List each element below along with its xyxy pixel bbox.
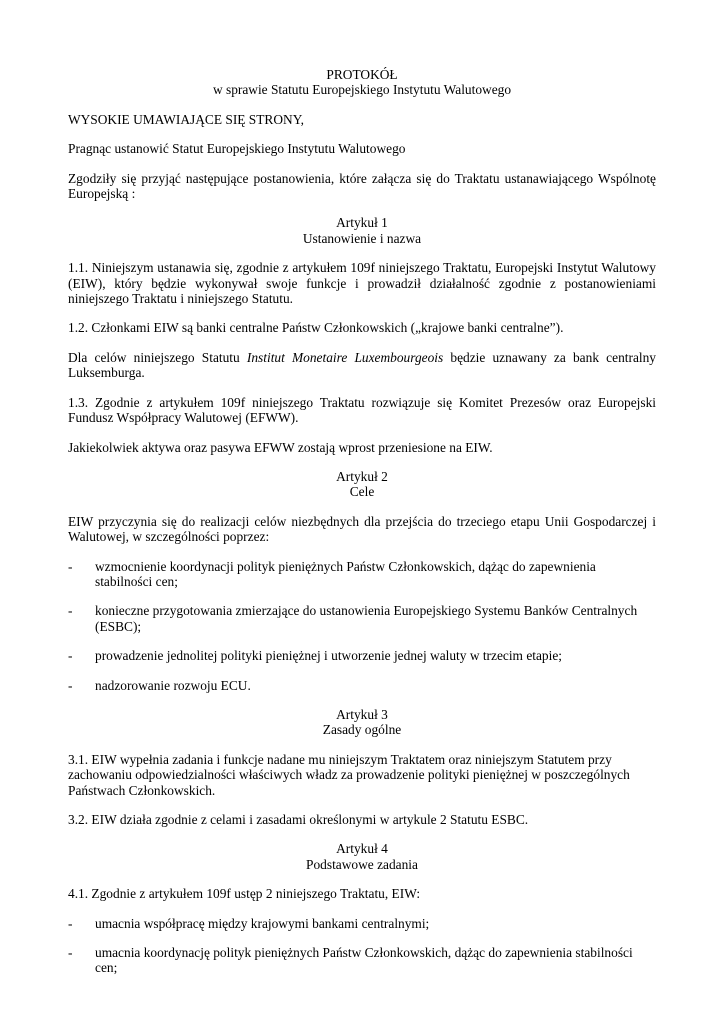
article-2-heading [68, 469, 656, 500]
list-item-text: umacnia współpracę między krajowymi bankami centralnymi; [95, 915, 430, 931]
list-item [68, 916, 656, 931]
article-1-paragraph-1: 1.1. Niniejszym ustanawia się, zgodnie z artykułem 109f niniejszego Traktatu, Europejski Instytut Walutowy (EIW), który będzie wykonywał swoje funkcje i prowadził działalność zgodnie z postanowieniami niniejszego Traktatu i niniejszego Statutu. [68, 260, 656, 307]
article-3-paragraph-1: 3.1. EIW wypełnia zadania i funkcje nadane mu niniejszym Traktatem oraz niniejszym Statutem przy zachowaniu odpowiedzialności właściwych władz za prowadzenie polityki pieniężnej w poszczególnych Państwach Członkowskich. [68, 751, 630, 798]
list-dash: - [68, 558, 73, 574]
protocol-title: PROTOKÓŁ [326, 67, 398, 82]
article-1-paragraph-3-end: będzie uznawany za bank centralny Luksemburga. [68, 349, 656, 381]
document-page [68, 67, 656, 976]
article-3-number: Artykuł 3 [336, 706, 388, 722]
list-item [68, 559, 656, 590]
article-1-paragraph-2: 1.2. Członkami EIW są banki centralne Państw Członkowskich („krajowe banki centralne”). [68, 320, 564, 336]
article-2-paragraph-1: EIW przyczynia się do realizacji celów niezbędnych dla przejścia do trzeciego etapu Unii Gospodarczej i Walutowej, w szczególności poprzez: [68, 513, 656, 545]
list-dash: - [68, 915, 73, 931]
article-1-heading [68, 215, 656, 246]
list-item [68, 945, 656, 976]
article-1-paragraph-3-start: Dla celów niniejszego Statutu [68, 349, 247, 365]
article-1-paragraph-4: 1.3. Zgodnie z artykułem 109f niniejszego Traktatu rozwiązuje się Komitet Prezesów oraz Europejski Fundusz Współpracy Walutowej (EFWW). [68, 394, 656, 426]
article-3-title: Zasady ogólne [322, 722, 402, 738]
article-4-title: Podstawowe zadania [306, 856, 418, 872]
desiring-line: Pragnąc ustanowić Statut Europejskiego Instytutu Walutowego [68, 141, 406, 157]
article-2-number: Artykuł 2 [336, 468, 388, 484]
article-4-heading [68, 841, 656, 872]
article-1-number: Artykuł 1 [336, 215, 388, 231]
list-item-text: prowadzenie jednolitej polityki pieniężnej i utworzenie jednej waluty w trzecim etapie; [95, 648, 563, 664]
luxembourg-institute-name: Institut Monetaire Luxembourgeois [246, 349, 444, 365]
list-dash: - [68, 603, 73, 619]
list-item-text: umacnia koordynację polityk pieniężnych Państw Członkowskich, dążąc do zapewnienia stabilności cen; [95, 945, 633, 976]
list-item-text: konieczne przygotowania zmierzające do ustanowienia Europejskiego Systemu Banków Centralnych (ESBC); [95, 603, 638, 634]
list-item [68, 678, 656, 693]
list-item [68, 603, 656, 634]
article-4-number: Artykuł 4 [336, 841, 388, 857]
agreed-paragraph: Zgodziły się przyjąć następujące postanowienia, które załącza się do Traktatu ustanawiającego Wspólnotę Europejską : [68, 170, 656, 202]
article-2-title: Cele [349, 484, 375, 500]
article-4-paragraph-1: 4.1. Zgodnie z artykułem 109f ustęp 2 niniejszego Traktatu, EIW: [68, 886, 421, 902]
parties-line: WYSOKIE UMAWIAJĄCE SIĘ STRONY, [68, 111, 304, 127]
article-1-paragraph-5: Jakiekolwiek aktywa oraz pasywa EFWW zostają wprost przeniesione na EIW. [68, 439, 493, 455]
article-1-title: Ustanowienie i nazwa [302, 230, 422, 246]
list-item-text: wzmocnienie koordynacji polityk pieniężnych Państw Członkowskich, dążąc do zapewnienia stabilności cen; [95, 558, 596, 589]
article-1-paragraph-3 [68, 350, 656, 381]
list-dash: - [68, 945, 73, 961]
protocol-subtitle: w sprawie Statutu Europejskiego Instytutu Walutowego [212, 82, 512, 98]
article-3-paragraph-2: 3.2. EIW działa zgodnie z celami i zasadami określonymi w artykule 2 Statutu ESBC. [68, 812, 529, 827]
article-3-heading [68, 707, 656, 738]
list-dash: - [68, 677, 73, 693]
list-item-text: nadzorowanie rozwoju ECU. [95, 677, 251, 693]
list-item [68, 648, 656, 663]
list-dash: - [68, 648, 73, 664]
protocol-heading [68, 67, 656, 98]
